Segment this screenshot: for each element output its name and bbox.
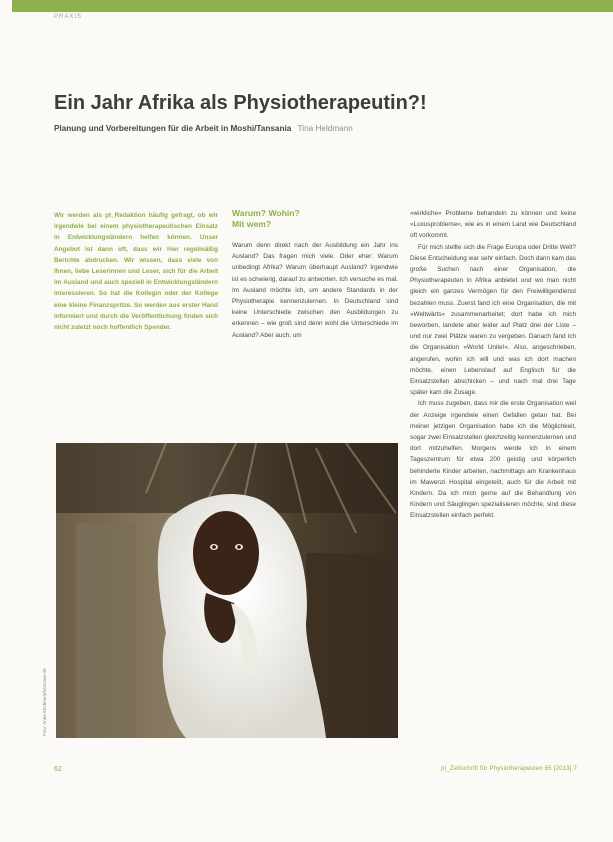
article-headline: Ein Jahr Afrika als Physiotherapeutin?! bbox=[54, 92, 427, 114]
column-3-paragraph-2: Für mich stellte sich die Frage Europa oder Dritte Welt? Diese Entscheidung war sehr einfach. Doch dann kam das große Suchen nach einer Organisation, die Physiotherapeuten in Afrika anbietet und wo man nicht gleich ein ganzes Vermögen für den Freiwilligendienst bezahlen muss. Zuerst fand ich eine Organisation, die mit »Weltwärts« zusammenarbeitet; dort habe ich mich beworben, landete aber leider auf Platz drei der Liste – und nur zwei Plätze waren zu vergeben. Danach fand ich die Organisation »World Unite!«. Also, angeschrieben, angerufen, wohin ich will und was ich dort machen möchte, einen Lebenslauf auf Englisch für die Einsatzstellen abschicken – und nach mal drei Tage später kam die Zusage. bbox=[410, 243, 576, 397]
author-name: Tina Heldmann bbox=[297, 124, 353, 133]
article-subtitle bbox=[54, 124, 574, 133]
child-in-headscarf-photo bbox=[56, 443, 398, 738]
intro-column bbox=[54, 210, 218, 333]
body-column-3 bbox=[410, 208, 576, 522]
intro-text: Wir werden als pt_Redaktion häufig gefragt, ob wir irgendwie bei einem physiotherapeutischen Einsatz in Entwicklungsländern helfen können. Unser Angebot ist dann oft, dass wir hier regelmäßig Berichte abdrucken. Wir wissen, dass viele von Ihnen, liebe Leserinnen und Leser, sich für die Arbeit im Ausland und auch speziell in Entwicklungsländern interessieren. So hat die Kollegin oder der Kollege eine kleine Finanzspritze. So werden aus erster Hand informiert und durch die Veröffentlichung finden sich nicht zuletzt noch hoffentlich Spender. bbox=[54, 212, 218, 332]
subheading-line-2: Mit wem? bbox=[232, 219, 272, 229]
subheading-line-1: Warum? Wohin? bbox=[232, 208, 300, 218]
body-column-2 bbox=[232, 208, 398, 341]
top-color-bar bbox=[12, 0, 613, 12]
page-number: 62 bbox=[54, 766, 62, 773]
column-2-text: Warum denn direkt nach der Ausbildung ein Jahr ins Ausland? Das fragen mich viele. Oder eher: Warum unbedingt Afrika? Warum überhaupt Ausland? Irgendwie ist es schwierig, darauf zu antworten. Ich versuche es mal. Im Ausland möchte ich, um andere Standards in der Physiotherapie kennenzulernen. In Deutschland sind keine Unterschiede zwischen den Ausbildungen zu erkennen – wie groß sind denn wohl die Unterschiede im Ausland? Aber auch, um bbox=[232, 242, 398, 339]
column-subheading bbox=[232, 208, 398, 230]
column-3-paragraph-1: »wirkliche« Probleme behandeln zu können und keine »Luxusprobleme«, wie es in einem Land wie Deutschland oft vorkommt. bbox=[410, 210, 576, 240]
subtitle-text: Planung und Vorbereitungen für die Arbeit in Moshi/Tansania bbox=[54, 124, 292, 133]
article-photo bbox=[56, 443, 398, 738]
journal-footer: pt_Zeitschrift für Physiotherapeuten 65 [2013] 7 bbox=[440, 766, 577, 772]
section-label: PRAXIS bbox=[54, 14, 83, 20]
photo-credit: Foto: Anna Kirchner/photocase.de bbox=[42, 667, 47, 736]
column-3-paragraph-3: Ich muss zugeben, dass mir die erste Organisation weil der Anzeige irgendwie einen Gefallen getan hat. Bei meiner jetzigen Organisation habe ich die Möglichkeit, sogar zwei Einsatzstellen gleichzeitig kennenzulernen und dort mitzuhelfen. Morgens werde ich in einem Tageszentrum für etwa 200 geistig und körperlich behinderte Kinder arbeiten, nachmittags am Krankenhaus im Mawenzi Hospital eingeteilt, auch für die Arbeit mit Kindern. Da ich mich gerne auf die Behandlung von Kindern und Säuglingen spezialisieren möchte, sind diese Einsatzstellen einfach perfekt. bbox=[410, 400, 576, 520]
